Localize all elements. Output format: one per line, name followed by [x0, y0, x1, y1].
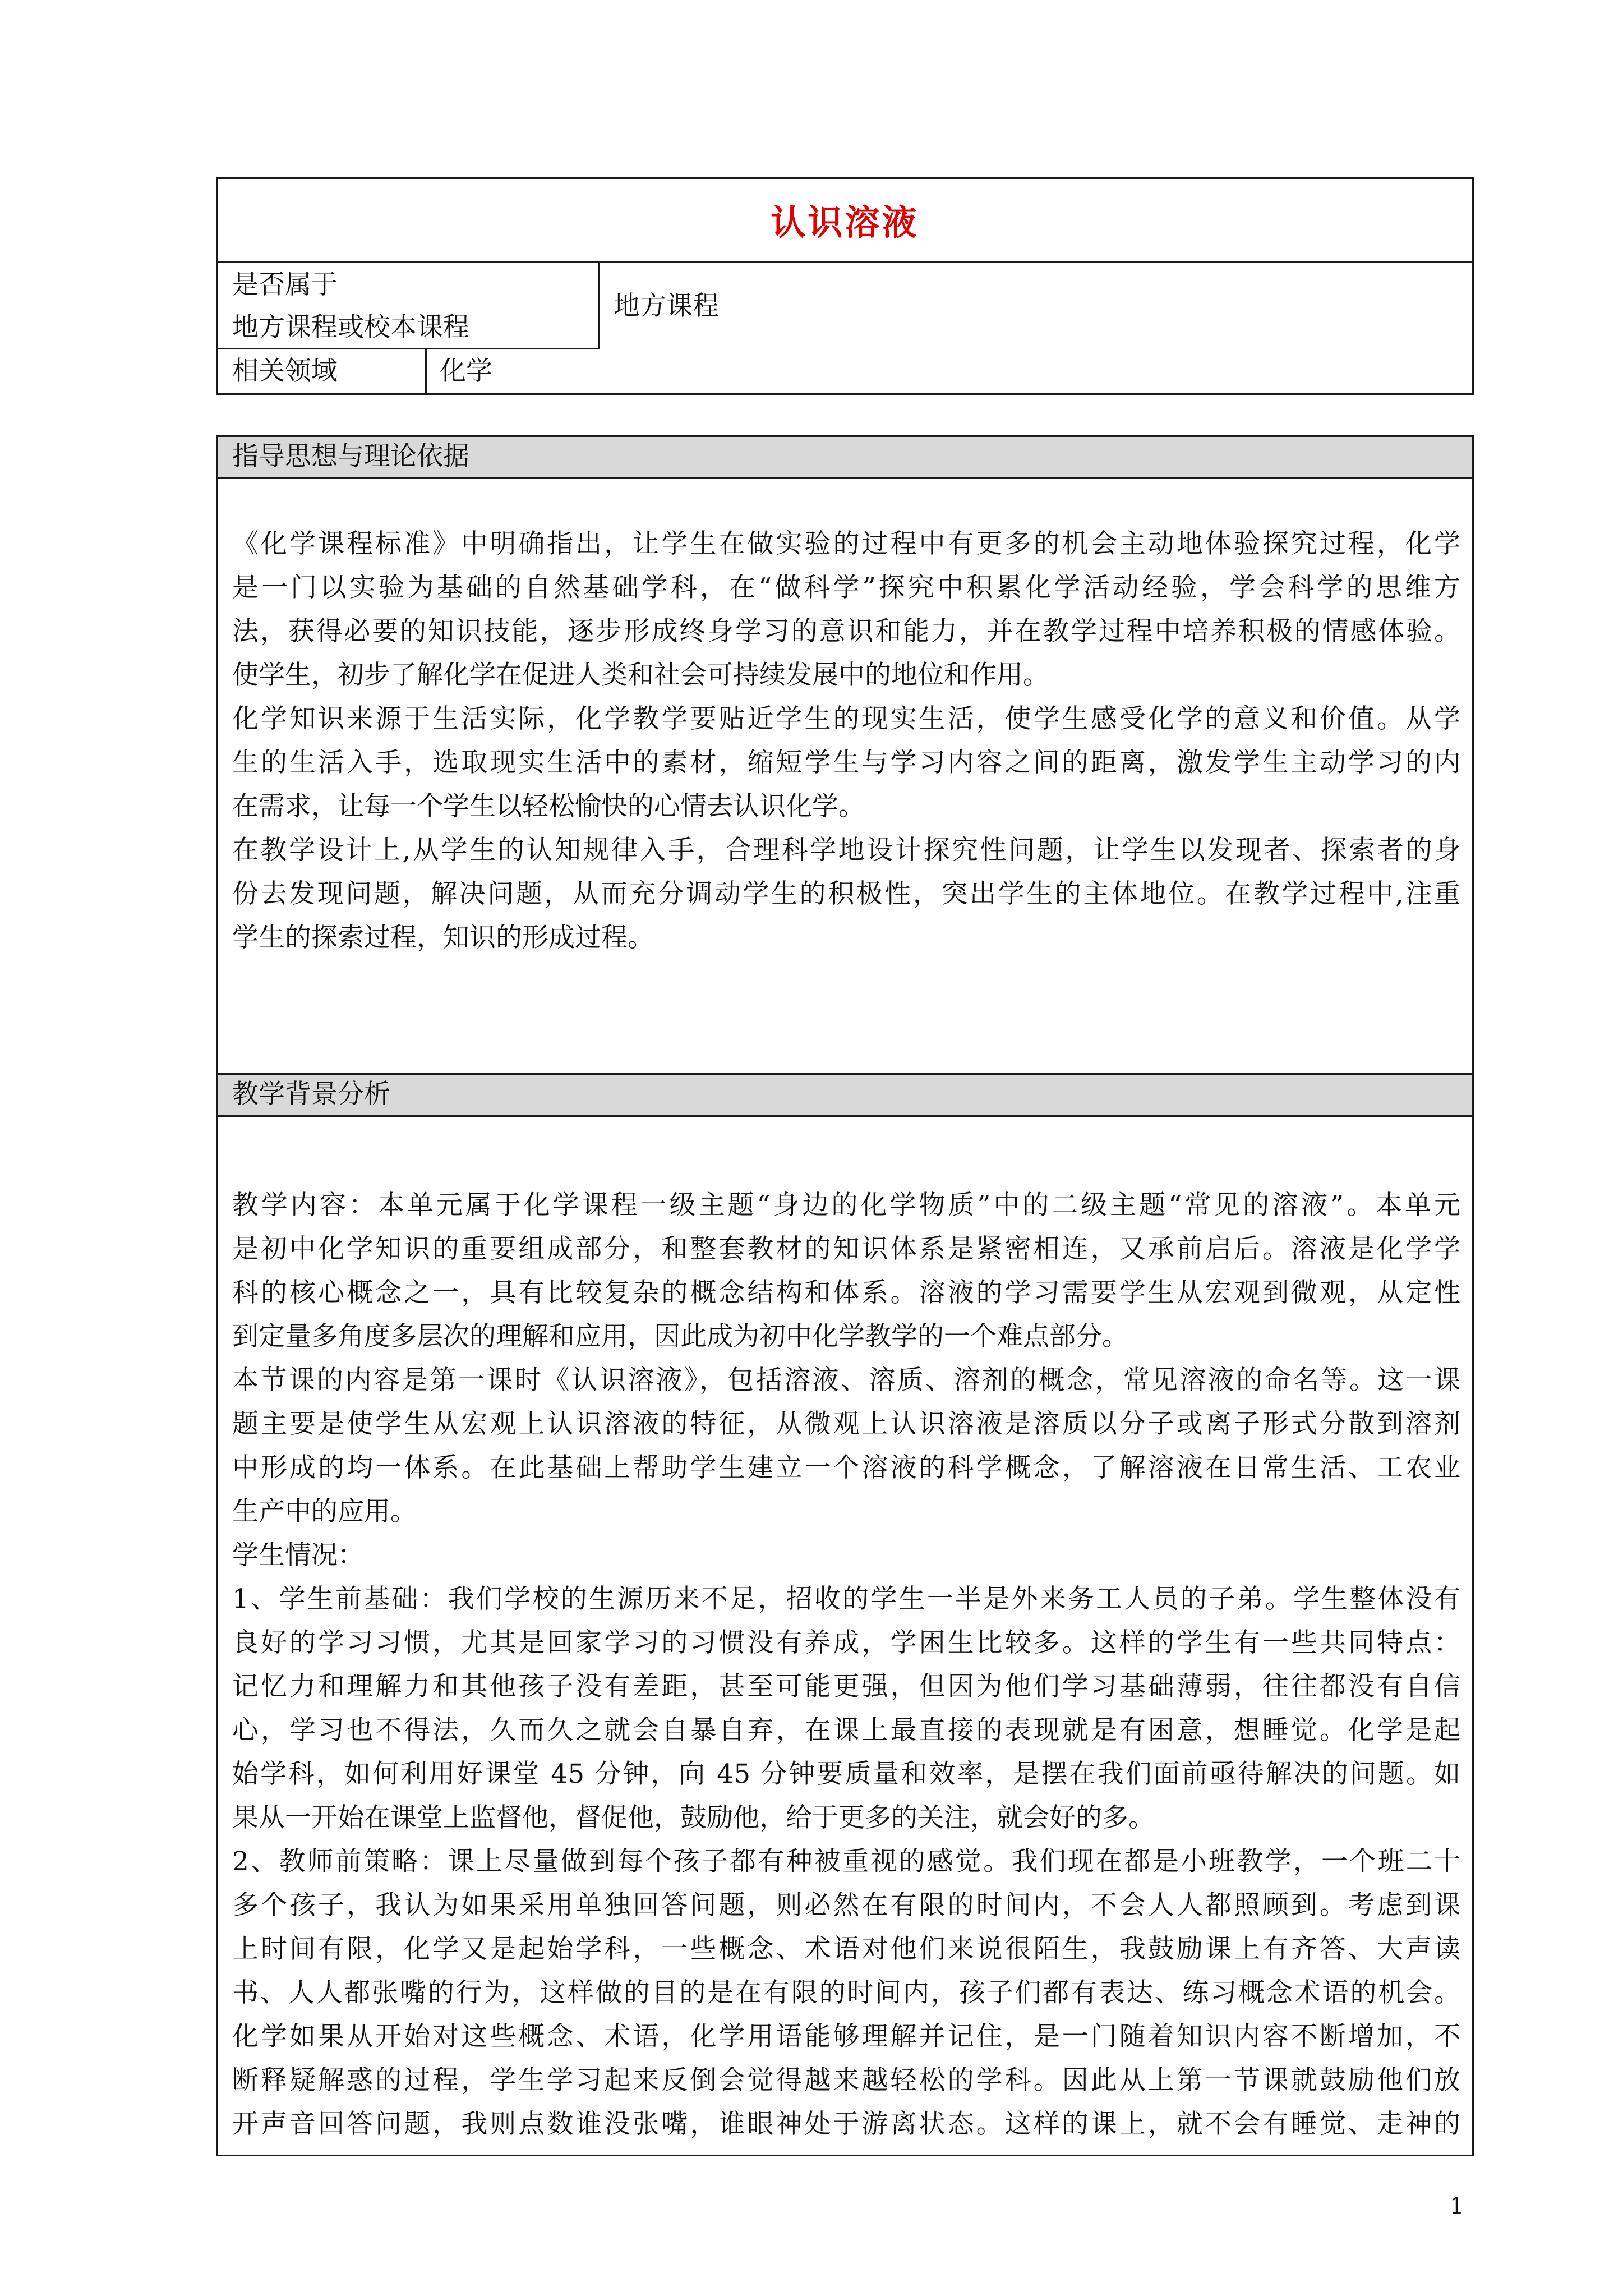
section1-line: 在需求，让每一个学生以轻松愉快的心情去认识化学。	[232, 791, 865, 822]
header-divider-col2	[425, 348, 427, 395]
section2-line: 学生情况：	[232, 1540, 364, 1571]
header-divider-2	[216, 348, 600, 349]
section1-line: 在教学设计上,从学生的认知规律入手，合理科学地设计探究性问题，让学生以发现者、探索者的身	[232, 835, 1460, 866]
section2-line: 到定量多角度多层次的理解和应用，因此成为初中化学教学的一个难点部分。	[232, 1321, 1128, 1352]
section2-heading: 教学背景分析	[232, 1079, 390, 1110]
field-label: 相关领域	[232, 356, 338, 386]
section2-line: 开声音回答问题，我则点数谁没张嘴，谁眼神处于游离状态。这样的课上，就不会有睡觉、走神的	[232, 2109, 1460, 2139]
section2-heading-border	[216, 1115, 1474, 1117]
section2-line: 2、教师前策略：课上尽量做到每个孩子都有种被重视的感觉。我们现在都是小班教学，一个班二十	[232, 1846, 1460, 1877]
section2-line: 始学科，如何利用好课堂 45 分钟，向 45 分钟要质量和效率，是摆在我们面前亟待解决的问题。如	[232, 1759, 1460, 1789]
section1-line: 份去发现问题，解决问题，从而充分调动学生的积极性，突出学生的主体地位。在教学过程中,注重	[232, 878, 1460, 909]
section2-line: 心，学习也不得法，久而久之就会自暴自弃，在课上最直接的表现就是有困意，想睡觉。化学是起	[232, 1715, 1460, 1746]
section1-line: 《化学课程标准》中明确指出，让学生在做实验的过程中有更多的机会主动地体验探究过程，化学	[232, 528, 1460, 559]
header-divider-col	[598, 261, 600, 349]
section1-line: 生的生活入手，选取现实生活中的素材，缩短学生与学习内容之间的距离，激发学生主动学习的内	[232, 747, 1460, 778]
course-type-value: 地方课程	[614, 291, 719, 321]
section2-line: 是初中化学知识的重要组成部分，和整套教材的知识体系是紧密相连，又承前启后。溶液是化学学	[232, 1234, 1460, 1264]
section2-line: 化学如果从开始对这些概念、术语，化学用语能够理解并记住，是一门随着知识内容不断增加，不	[232, 2021, 1460, 2052]
header-divider-1	[216, 261, 1474, 263]
section2-line: 断释疑解惑的过程，学生学习起来反倒会觉得越来越轻松的学科。因此从上第一节课就鼓励他们放	[232, 2065, 1460, 2096]
section1-heading: 指导思想与理论依据	[232, 441, 469, 472]
section2-line: 中形成的均一体系。在此基础上帮助学生建立一个溶液的科学概念，了解溶液在日常生活、工农业	[232, 1452, 1460, 1483]
section2-line: 本节课的内容是第一课时《认识溶液》，包括溶液、溶质、溶剂的概念，常见溶液的命名等。这一课	[232, 1365, 1460, 1396]
section2-line: 良好的学习习惯，尤其是回家学习的习惯没有养成，学困生比较多。这样的学生有一些共同特点：	[232, 1627, 1460, 1658]
field-value: 化学	[440, 356, 492, 386]
section2-line: 生产中的应用。	[232, 1496, 417, 1527]
section2-line: 教学内容：本单元属于化学课程一级主题“身边的化学物质”中的二级主题“常见的溶液”。本单元	[232, 1190, 1460, 1221]
header-table	[216, 177, 1474, 395]
section2-line: 记忆力和理解力和其他孩子没有差距，甚至可能更强，但因为他们学习基础薄弱，往往都没有自信	[232, 1671, 1460, 1702]
section1-line: 使学生，初步了解化学在促进人类和社会可持续发展中的地位和作用。	[232, 660, 1049, 691]
section2-line: 题主要是使学生从宏观上认识溶液的特征，从微观上认识溶液是溶质以分子或离子形式分散到溶剂	[232, 1409, 1460, 1439]
course-type-label-line1: 是否属于	[232, 269, 338, 300]
section2-line: 书、人人都张嘴的行为，这样做的目的是在有限的时间内，孩子们都有表达、练习概念术语的机会。	[232, 1977, 1460, 2008]
section1-line: 是一门以实验为基础的自然基础学科，在“做科学”探究中积累化学活动经验，学会科学的思维方	[232, 572, 1460, 603]
section1-heading-border	[216, 477, 1474, 479]
section1-line: 法，获得必要的知识技能，逐步形成终身学习的意识和能力，并在教学过程中培养积极的情感体验。	[232, 616, 1460, 647]
section2-line: 多个孩子，我认为如果采用单独回答问题，则必然在有限的时间内，不会人人都照顾到。考虑到课	[232, 1890, 1460, 1921]
section1-line: 学生的探索过程，知识的形成过程。	[232, 922, 654, 953]
section2-top-border	[216, 1073, 1474, 1075]
section2-line: 上时间有限，化学又是起始学科，一些概念、术语对他们来说很陌生，我鼓励课上有齐答、大声读	[232, 1934, 1460, 1964]
page-number: 1	[1450, 2193, 1464, 2219]
section2-line: 1、学生前基础：我们学校的生源历来不足，招收的学生一半是外来务工人员的子弟。学生整体没有	[232, 1584, 1460, 1614]
course-type-label-line2: 地方课程或校本课程	[232, 312, 469, 343]
section1-line: 化学知识来源于生活实际，化学教学要贴近学生的现实生活，使学生感受化学的意义和价值。从学	[232, 703, 1460, 734]
section2-line: 果从一开始在课堂上监督他，督促他，鼓励他，给于更多的关注，就会好的多。	[232, 1802, 1155, 1833]
section2-line: 科的核心概念之一，具有比较复杂的概念结构和体系。溶液的学习需要学生从宏观到微观，从定性	[232, 1277, 1460, 1308]
document-title: 认识溶液	[771, 202, 919, 243]
